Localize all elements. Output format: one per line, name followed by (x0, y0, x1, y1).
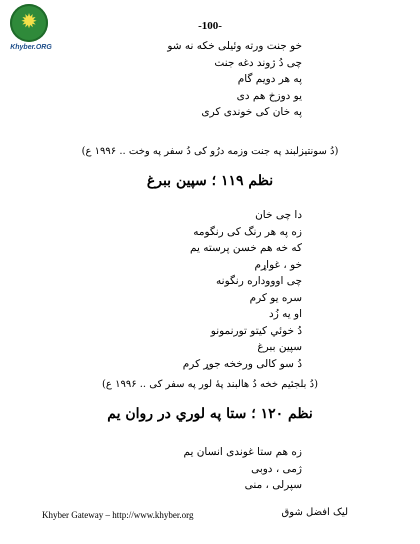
poem-line: او یه زُد (269, 308, 302, 320)
poem-line: ژمی ، دوبی (251, 462, 302, 475)
footer-site-link[interactable]: Khyber Gateway – http://www.khyber.org (42, 510, 194, 520)
page-number: -100- (198, 20, 222, 32)
poem-line: یو دوزخ هم دی (236, 89, 302, 102)
poem-line: په خان کی خوندی کری (201, 106, 302, 118)
poem-line: په هر دویم گام (237, 73, 302, 85)
poem-line: سپین ببرغ (257, 341, 302, 353)
poem3 (42, 444, 302, 494)
poem-line: سپرلی ، منی (244, 479, 302, 491)
logo-text: Khyber.ORG (10, 44, 52, 51)
poem-line: دا چی خان (255, 209, 302, 221)
poem3-title: نظم ۱۲۰ ؛ ستا په لوري در روان یم (107, 406, 313, 422)
footer-author: لیک افضل شوق (281, 507, 348, 518)
poem-line: دُ سو کالی ورخخه جوړ کرم (182, 357, 302, 370)
poem-line: خو ، غواړم (254, 258, 302, 271)
poem-line: زه هم ستا غوندی انسان یم (183, 446, 302, 458)
poem1 (42, 38, 302, 121)
poem1-source: (دُ سونتیزلبند په جنت وزمه درُو کی دُ سفر په وخت .. ۱۹۹۶ ع) (81, 146, 339, 157)
poem-line: که خه هم خسن پرسته یم (189, 242, 302, 254)
poem-line: زه په هر رنگ کی رنگومه (193, 225, 302, 238)
poem-line: خو جنت ورته وئیلی خکه نه شو (167, 40, 302, 52)
poem-line: دُ خوئي کیتو تورنمونو (210, 324, 302, 337)
star-icon: ✹ (20, 9, 38, 33)
poem-line: چی اوووداره رنگونه (216, 275, 302, 287)
poem2-title: نظم ۱۱۹ ؛ سپین ببرغ (146, 173, 274, 189)
poem2-source: (دُ بلجئیم خخه دُ هالبند پۀ لور په سفر کی .. ۱۹۹۶ ع) (102, 379, 318, 390)
poem-line: سره یو کرم (249, 291, 302, 304)
poem2 (42, 207, 302, 372)
poem-line: چی دُ ژوند دغه جنت (214, 56, 302, 69)
